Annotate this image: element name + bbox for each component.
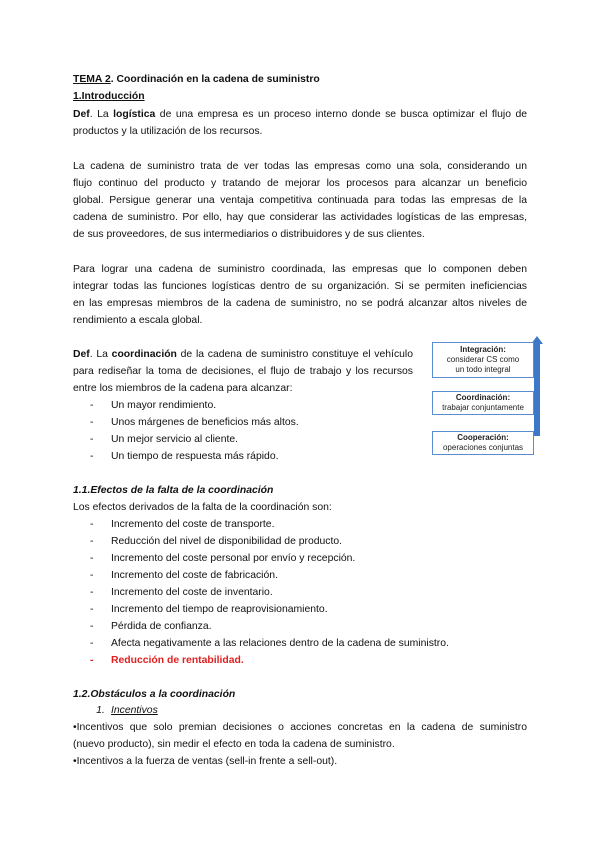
diagram-title: Cooperación: (457, 433, 509, 442)
tema-label: TEMA 2 (73, 74, 111, 85)
incentivos-line: •Incentivos que solo premian decisiones o acciones concretas en la cadena de suministro (73, 722, 527, 733)
para2-line: en las empresas miembros de la cadena de suministro, no se podrá alcanzar altos niveles de (73, 298, 527, 309)
list-item (90, 620, 212, 633)
def1-post: de una empresa es un proceso interno donde se busca optimizar el flujo de (155, 109, 527, 120)
dash: - (90, 400, 94, 411)
list-item (90, 637, 449, 650)
list-item-text: Pérdida de confianza. (111, 621, 212, 632)
def2-line2: para rediseñar la toma de decisiones, el flujo de trabajo y los recursos (73, 366, 413, 377)
diagram-box-cooperacion (432, 431, 534, 455)
subsection-label: Incentivos (111, 705, 158, 716)
def2-prefix: Def (73, 349, 90, 360)
def2-post: de la cadena de suministro constituye el vehículo (176, 349, 414, 360)
list-item-text: Incremento del coste de transporte. (111, 519, 275, 530)
list-item (90, 552, 355, 565)
dash: - (90, 451, 94, 462)
def1-bold: logística (113, 109, 156, 120)
para1-line: flujo continuo del producto y tratando de mejorar los procesos para alcanzar un beneficio (73, 178, 527, 189)
def1-line1 (73, 108, 527, 121)
dash: - (90, 553, 94, 564)
list-item-text: Afecta negativamente a las relaciones dentro de la cadena de suministro. (111, 638, 449, 649)
dash: - (90, 536, 94, 547)
dash: - (90, 638, 94, 649)
diagram-text: considerar CS como (446, 355, 520, 364)
diagram-text: un todo integral (455, 365, 511, 374)
def1-line2: productos y la utilización de los recursos. (73, 126, 263, 137)
diagram-text: trabajar conjuntamente (442, 403, 524, 412)
dash: - (90, 570, 94, 581)
list-item-highlight (90, 654, 244, 667)
diagram-title: Coordinación: (455, 393, 511, 402)
def1-prefix: Def (73, 109, 90, 120)
title-text: . Coordinación en la cadena de suministro (110, 74, 320, 85)
dash: - (90, 519, 94, 530)
def2-bold: coordinación (111, 349, 177, 360)
subsection-number: 1. (96, 705, 105, 716)
para2-line: Para lograr una cadena de suministro coordinada, las empresas que lo componen deben (73, 264, 527, 275)
def2-pre: . La (89, 349, 112, 360)
page-title (73, 73, 320, 86)
para2-line: integrar todas las funciones logísticas dentro de su organización. Si se permiten ineficiencias (73, 281, 527, 292)
diagram-box-coordinacion (432, 391, 534, 415)
list-item-text: Incremento del coste de fabricación. (111, 570, 278, 581)
diagram-text: operaciones conjuntas (442, 443, 524, 452)
dash: - (90, 417, 94, 428)
list-item-text: Un mejor servicio al cliente. (111, 434, 239, 445)
list-item-text: Reducción de rentabilidad. (111, 655, 244, 666)
def2-line3: entre los miembros de la cadena para alcanzar: (73, 383, 293, 394)
intro-heading (73, 90, 145, 103)
list-item-text: Incremento del coste personal por envío y recepción. (111, 553, 356, 564)
para1-line: de sus proveedores, de sus intermediarios o distribuidores y de sus clientes. (73, 229, 425, 240)
list-item-text: Un mayor rendimiento. (111, 400, 217, 411)
list-item (90, 450, 279, 463)
incentivos-line: •Incentivos a la fuerza de ventas (sell-in frente a sell-out). (73, 756, 338, 767)
dash: - (90, 604, 94, 615)
section-1-1-heading: 1.1.Efectos de la falta de la coordinación (73, 485, 274, 496)
list-item (90, 433, 238, 446)
dash: - (90, 587, 94, 598)
list-item (90, 586, 273, 599)
list-item-text: Incremento del coste de inventario. (111, 587, 273, 598)
coordination-diagram (430, 336, 545, 452)
subsection-incentivos (90, 704, 158, 717)
para1-line: La cadena de suministro trata de ver todas las empresas como una sola, considerando un (73, 161, 527, 172)
incentivos-line: (nuevo producto), sin medir el efecto en toda la cadena de suministro. (73, 739, 395, 750)
intro-heading-text: 1.Introducción (73, 91, 145, 102)
list-item-text: Reducción del nivel de disponibilidad de producto. (111, 536, 343, 547)
dash: - (90, 621, 94, 632)
dash: - (90, 434, 94, 445)
dash: - (90, 655, 94, 666)
list-item (90, 518, 274, 531)
list-item (90, 535, 342, 548)
list-item (90, 416, 299, 429)
para2-line: rendimiento a escala global. (73, 315, 203, 326)
section-1-2-heading: 1.2.Obstáculos a la coordinación (73, 689, 236, 700)
diagram-box-integracion (432, 342, 534, 378)
list-item-text: Unos márgenes de beneficios más altos. (111, 417, 299, 428)
list-item (90, 603, 328, 616)
section-1-1-intro: Los efectos derivados de la falta de la coordinación son: (73, 502, 332, 513)
list-item-text: Incremento del tiempo de reaprovisionamiento. (111, 604, 328, 615)
def2-line1 (73, 348, 413, 361)
list-item-text: Un tiempo de respuesta más rápido. (111, 451, 279, 462)
def1-pre: . La (89, 109, 114, 120)
para1-line: cadena de suministro. Por ello, hay que considerar las actividades logísticas de las empresas, (73, 212, 527, 223)
para1-line: global. Persigue generar una ventaja competitiva continuada para todas las empresas de la (73, 195, 527, 206)
list-item (90, 399, 216, 412)
list-item (90, 569, 278, 582)
diagram-title: Integración: (460, 345, 506, 354)
